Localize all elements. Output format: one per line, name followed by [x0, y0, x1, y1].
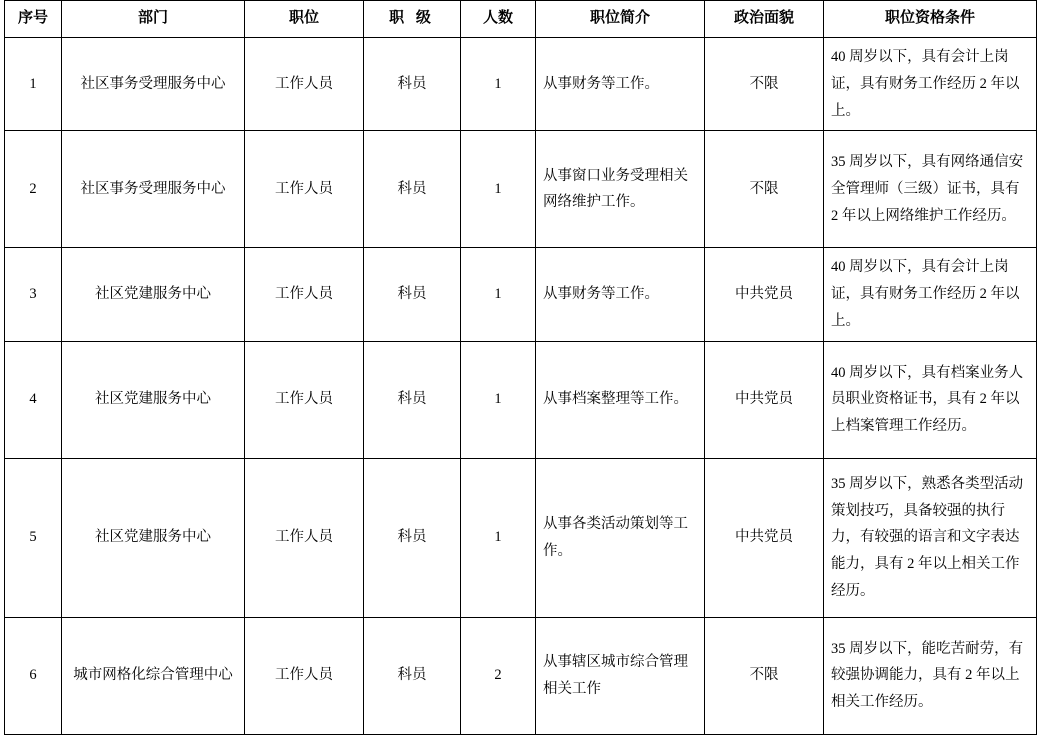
cell-department: 社区事务受理服务中心	[62, 38, 245, 131]
cell-department: 社区党建服务中心	[62, 248, 245, 341]
cell-department: 社区事务受理服务中心	[62, 131, 245, 248]
cell-position: 工作人员	[245, 617, 364, 734]
cell-count: 1	[461, 248, 536, 341]
table-row	[5, 458, 1037, 617]
cell-department: 社区党建服务中心	[62, 458, 245, 617]
cell-political: 中共党员	[705, 458, 824, 617]
cell-requirements: 40 周岁以下，具有档案业务人员职业资格证书，具有 2 年以上档案管理工作经历。	[824, 341, 1037, 458]
cell-count: 2	[461, 617, 536, 734]
column-header-political: 政治面貌	[705, 1, 824, 38]
job-positions-table	[4, 0, 1037, 735]
cell-political: 不限	[705, 131, 824, 248]
cell-political: 不限	[705, 38, 824, 131]
cell-description: 从事辖区城市综合管理相关工作	[536, 617, 705, 734]
cell-political: 中共党员	[705, 341, 824, 458]
cell-requirements: 35 周岁以下，熟悉各类型活动策划技巧，具备较强的执行力，有较强的语言和文字表达能力，具有 2 年以上相关工作经历。	[824, 458, 1037, 617]
cell-level: 科员	[364, 131, 461, 248]
column-header-description: 职位简介	[536, 1, 705, 38]
table-row	[5, 341, 1037, 458]
cell-index: 6	[5, 617, 62, 734]
cell-level: 科员	[364, 341, 461, 458]
cell-level: 科员	[364, 248, 461, 341]
cell-description: 从事各类活动策划等工作。	[536, 458, 705, 617]
cell-description: 从事财务等工作。	[536, 38, 705, 131]
cell-requirements: 35 周岁以下，能吃苦耐劳，有较强协调能力，具有 2 年以上相关工作经历。	[824, 617, 1037, 734]
cell-requirements: 35 周岁以下，具有网络通信安全管理师（三级）证书，具有 2 年以上网络维护工作经历。	[824, 131, 1037, 248]
cell-political: 不限	[705, 617, 824, 734]
cell-index: 3	[5, 248, 62, 341]
column-header-level: 职 级	[364, 1, 461, 38]
table-row	[5, 131, 1037, 248]
cell-level: 科员	[364, 617, 461, 734]
cell-position: 工作人员	[245, 248, 364, 341]
cell-index: 2	[5, 131, 62, 248]
cell-department: 城市网格化综合管理中心	[62, 617, 245, 734]
cell-political: 中共党员	[705, 248, 824, 341]
table-body	[5, 38, 1037, 735]
column-header-count: 人数	[461, 1, 536, 38]
cell-department: 社区党建服务中心	[62, 341, 245, 458]
cell-description: 从事档案整理等工作。	[536, 341, 705, 458]
cell-count: 1	[461, 131, 536, 248]
cell-count: 1	[461, 341, 536, 458]
cell-level: 科员	[364, 38, 461, 131]
cell-description: 从事财务等工作。	[536, 248, 705, 341]
cell-level: 科员	[364, 458, 461, 617]
column-header-index: 序号	[5, 1, 62, 38]
table-header	[5, 1, 1037, 38]
cell-requirements: 40 周岁以下，具有会计上岗证，具有财务工作经历 2 年以上。	[824, 38, 1037, 131]
table-row	[5, 617, 1037, 734]
cell-count: 1	[461, 38, 536, 131]
column-header-position: 职位	[245, 1, 364, 38]
table-row	[5, 38, 1037, 131]
cell-position: 工作人员	[245, 458, 364, 617]
cell-requirements: 40 周岁以下，具有会计上岗证，具有财务工作经历 2 年以上。	[824, 248, 1037, 341]
cell-position: 工作人员	[245, 131, 364, 248]
column-header-requirements: 职位资格条件	[824, 1, 1037, 38]
column-header-department: 部门	[62, 1, 245, 38]
table-header-row	[5, 1, 1037, 38]
cell-index: 1	[5, 38, 62, 131]
cell-index: 4	[5, 341, 62, 458]
table-row	[5, 248, 1037, 341]
cell-count: 1	[461, 458, 536, 617]
cell-position: 工作人员	[245, 341, 364, 458]
cell-index: 5	[5, 458, 62, 617]
cell-position: 工作人员	[245, 38, 364, 131]
cell-description: 从事窗口业务受理相关网络维护工作。	[536, 131, 705, 248]
